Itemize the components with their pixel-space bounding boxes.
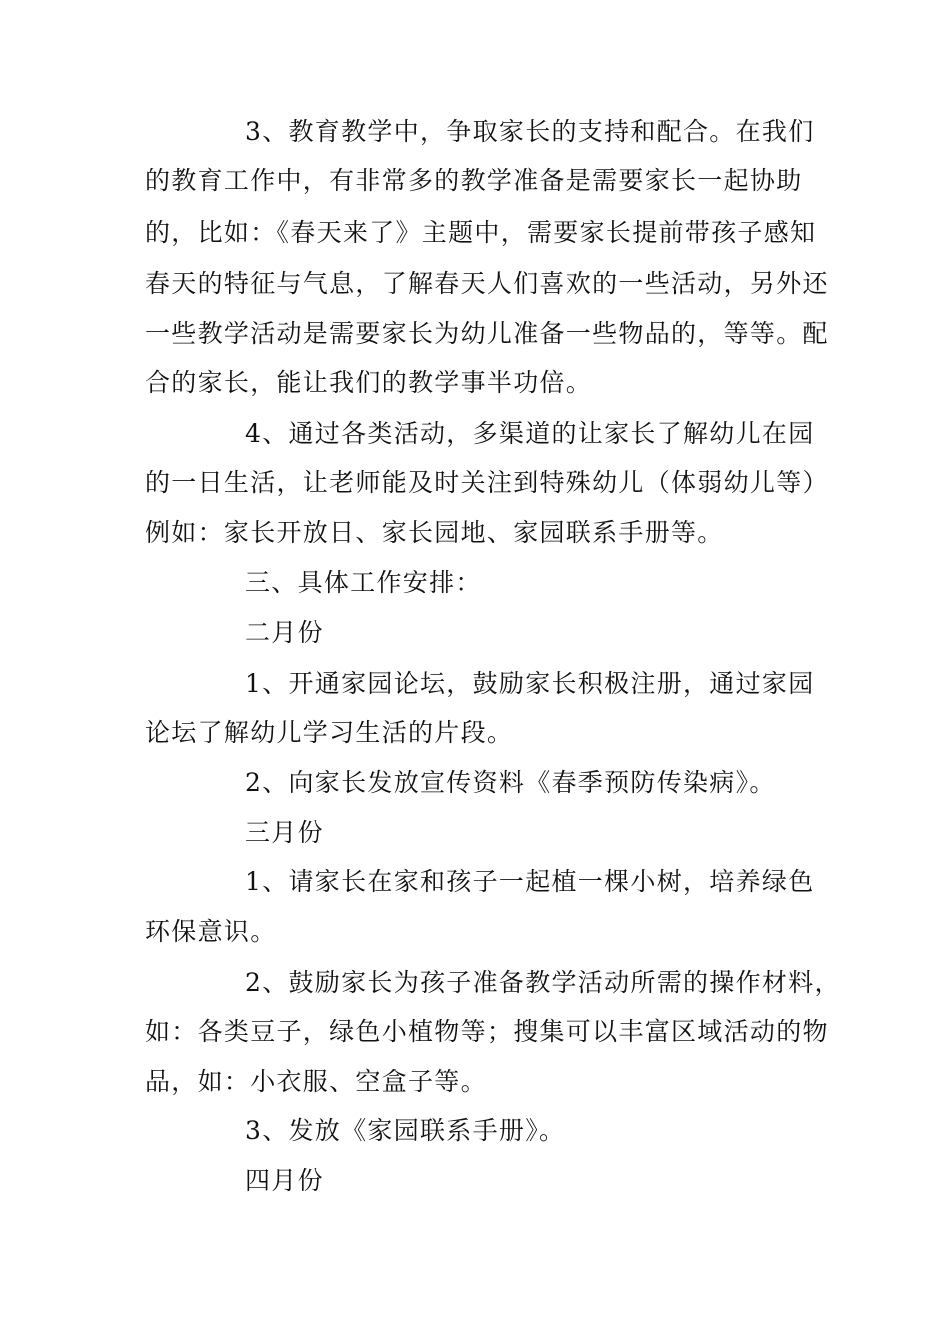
mar-item-2-line-3: 品，如：小衣服、空盒子等。 [145,1067,487,1096]
section-heading: 三、具体工作安排： [245,568,482,597]
paragraph-4-line-2: 的一日生活，让老师能及时关注到特殊幼儿（体弱幼儿等） [145,468,829,497]
feb-item-1-line-2: 论坛了解幼儿学习生活的片段。 [145,718,514,747]
month-heading-april: 四月份 [245,1166,324,1195]
paragraph-3-line-2: 的教育工作中，有非常多的教学准备是需要家长一起协助 [145,166,803,195]
feb-item-2: 2、向家长发放宣传资料《春季预防传染病》。 [245,768,776,797]
mar-item-2-line-1: 2、鼓励家长为孩子准备教学活动所需的操作材料， [245,968,841,997]
paragraph-4-line-3: 例如：家长开放日、家长园地、家园联系手册等。 [145,518,724,547]
feb-item-1-line-1: 1、开通家园论坛，鼓励家长积极注册，通过家园 [245,669,815,698]
mar-item-1-line-2: 环保意识。 [145,917,277,946]
paragraph-3-line-1: 3、教育教学中，争取家长的支持和配合。在我们 [245,117,815,146]
month-heading-march: 三月份 [245,818,324,847]
paragraph-4-line-1: 4、通过各类活动，多渠道的让家长了解幼儿在园 [245,419,815,448]
paragraph-3-line-3: 的，比如：《春天来了》主题中，需要家长提前带孩子感知 [145,218,817,247]
paragraph-3-line-6: 合的家长，能让我们的教学事半功倍。 [145,368,593,397]
month-heading-february: 二月份 [245,618,324,647]
paragraph-3-line-4: 春天的特征与气息，了解春天人们喜欢的一些活动，另外还 [145,269,829,298]
paragraph-3-line-5: 一些教学活动是需要家长为幼儿准备一些物品的，等等。配 [145,319,829,348]
mar-item-2-line-2: 如：各类豆子，绿色小植物等；搜集可以丰富区域活动的物 [145,1017,829,1046]
mar-item-1-line-1: 1、请家长在家和孩子一起植一棵小树，培养绿色 [245,867,815,896]
mar-item-3: 3、发放《家园联系手册》。 [245,1116,566,1145]
